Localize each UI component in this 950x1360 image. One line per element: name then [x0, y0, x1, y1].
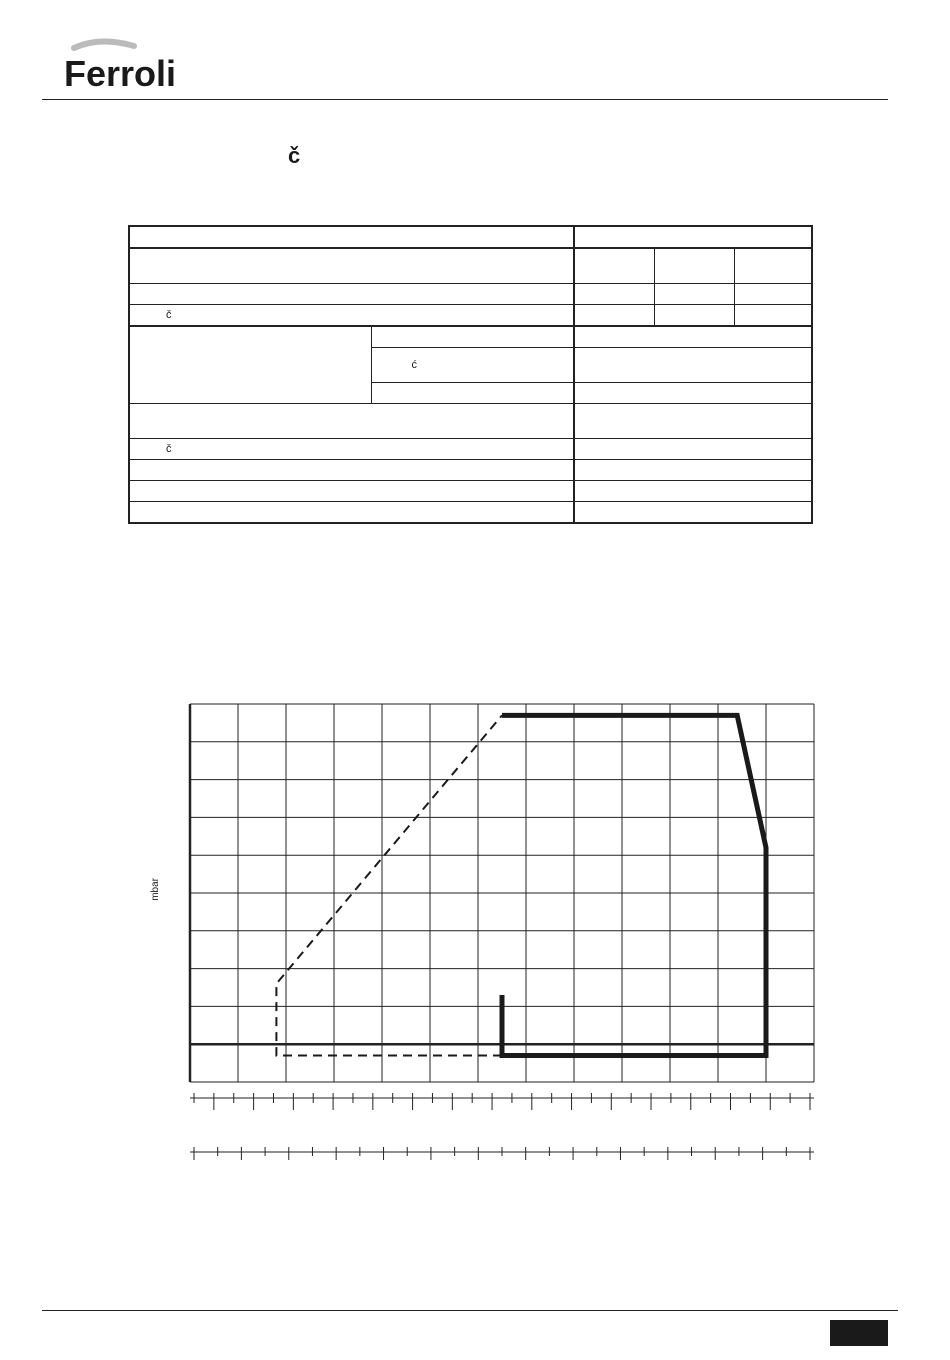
ferroli-logo	[60, 38, 180, 96]
page-number-badge	[830, 1320, 888, 1346]
table-cell: ć	[371, 348, 574, 383]
table-cell	[574, 248, 654, 284]
table-row	[129, 481, 812, 502]
logo-wordmark: Ferroli	[64, 53, 177, 94]
table-cell	[574, 439, 812, 460]
pressure-chart	[130, 700, 830, 1170]
table-cell	[129, 460, 574, 481]
table-cell	[734, 305, 812, 327]
section-heading: č	[288, 143, 301, 168]
table-cell	[574, 305, 654, 327]
table-row	[129, 226, 812, 248]
table-cell	[129, 248, 574, 284]
table-cell: č	[129, 439, 574, 460]
table-cell	[129, 284, 574, 305]
table-cell	[654, 284, 734, 305]
table-cell	[129, 404, 574, 439]
table-row	[129, 326, 812, 348]
table-cell	[574, 502, 812, 524]
table-cell	[129, 481, 574, 502]
logo-arc	[74, 41, 134, 48]
header-rule	[42, 99, 888, 100]
table-row	[129, 284, 812, 305]
table-cell	[129, 326, 371, 404]
table-row	[129, 404, 812, 439]
table-cell: č	[129, 305, 574, 327]
table-cell	[129, 226, 574, 248]
table-cell	[371, 383, 574, 404]
table-cell	[574, 460, 812, 481]
table-cell	[654, 305, 734, 327]
y-axis-label: mbar	[150, 878, 161, 901]
table-cell	[574, 404, 812, 439]
series-line-solid	[502, 715, 766, 1055]
table-cell	[734, 284, 812, 305]
footer-rule	[42, 1310, 898, 1311]
table-cell	[734, 248, 812, 284]
table-cell	[574, 226, 812, 248]
table-row	[129, 305, 812, 327]
table-cell	[574, 348, 812, 383]
table-cell	[371, 326, 574, 348]
table-row	[129, 502, 812, 524]
table-cell	[574, 383, 812, 404]
table-row	[129, 460, 812, 481]
table-row	[129, 439, 812, 460]
table-cell	[574, 481, 812, 502]
table-cell	[129, 502, 574, 524]
table-cell	[574, 284, 654, 305]
series-line-dashed	[276, 715, 502, 1055]
table-cell	[574, 326, 812, 348]
table-row	[129, 248, 812, 284]
spec-table	[128, 225, 813, 524]
table-cell	[654, 248, 734, 284]
